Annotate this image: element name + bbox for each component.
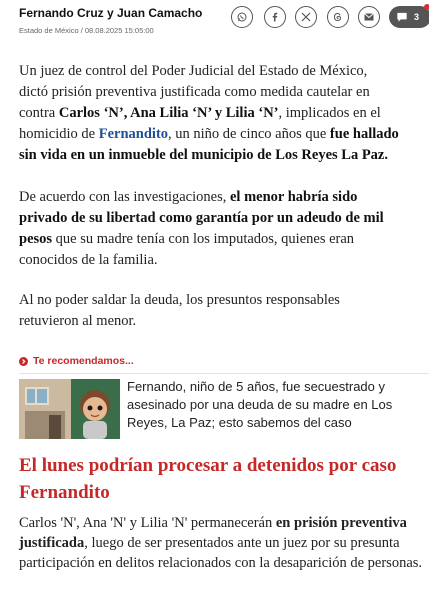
threads-icon [332, 11, 344, 23]
related-lede [19, 513, 429, 573]
text-line: retuvieron al menor. [19, 313, 137, 329]
emphasis-text: el menor habría sido [229, 189, 358, 205]
x-share-button[interactable] [295, 6, 317, 28]
facebook-share-button[interactable] [264, 6, 286, 28]
divider [19, 373, 429, 374]
article-header [0, 0, 429, 44]
publish-dateline: Estado de México / 08.08.2025 15:05:00 [19, 26, 154, 35]
recommended-heading [19, 355, 134, 367]
article-paragraph-3 [19, 290, 429, 332]
text-line: conocidos de la familia. [19, 252, 158, 268]
whatsapp-share-button[interactable] [231, 6, 253, 28]
thumbnail-image [19, 379, 120, 439]
recommended-thumbnail[interactable] [19, 379, 120, 439]
text-line: Un juez de control del Poder Judicial del Estado de México, [19, 63, 368, 79]
comment-count: 3 [414, 12, 420, 22]
text-line: , luego de ser presentados ante un juez por su presunta participación en delitos relacionados con la desaparición de personas. [19, 535, 423, 571]
author-byline[interactable]: Fernando Cruz y Juan Camacho [19, 6, 203, 20]
email-icon [363, 11, 375, 23]
text-line: contra [19, 105, 59, 121]
notification-dot [424, 4, 429, 10]
text-line: dictó prisión preventiva justificada como medida cautelar en [19, 84, 370, 100]
recommended-label: Te recomendamos... [33, 355, 134, 367]
text-line: homicidio de [19, 126, 99, 142]
x-icon [300, 11, 312, 23]
article-paragraph-2 [19, 187, 429, 271]
chevron-right-icon [19, 357, 28, 366]
text-line: De acuerdo con las investigaciones, [19, 189, 230, 205]
recommended-article-link[interactable]: Fernando, niño de 5 años, fue secuestrado y asesinado por una deuda de su madre en Los Reyes, La Paz; esto sabemos del caso [127, 379, 393, 430]
text-line: , un niño de cinco años que [168, 126, 330, 142]
emphasis-text: en prisión preventiva justificada [19, 515, 407, 551]
email-share-button[interactable] [358, 6, 380, 28]
text-line: que su madre tenía con los imputados, quienes eran [52, 231, 355, 247]
facebook-icon [269, 11, 281, 23]
emphasis-text: fue hallado [329, 126, 399, 142]
whatsapp-icon [236, 11, 248, 23]
emphasis-text: pesos [19, 231, 53, 247]
text-line: Carlos 'N', Ana 'N' y Lilia 'N' permanecerán [19, 515, 276, 531]
suspects-names: Carlos ‘N’, Ana Lilia ‘N’ y Lilia ‘N’ [58, 105, 279, 121]
threads-share-button[interactable] [327, 6, 349, 28]
related-headline-link[interactable]: El lunes podrían procesar a detenidos por caso Fernandito [19, 455, 397, 503]
fernandito-link[interactable]: Fernandito [98, 126, 169, 142]
comments-button[interactable] [389, 6, 429, 28]
article-paragraph-1 [19, 61, 429, 166]
text-line: Al no poder saldar la deuda, los presuntos responsables [19, 292, 340, 308]
text-line: , implicados en el [278, 105, 381, 121]
emphasis-text: sin vida en un inmueble del municipio de Los Reyes La Paz. [19, 147, 388, 163]
comment-icon [395, 10, 409, 24]
emphasis-text: privado de su libertad como garantía por un adeudo de mil [19, 210, 384, 226]
